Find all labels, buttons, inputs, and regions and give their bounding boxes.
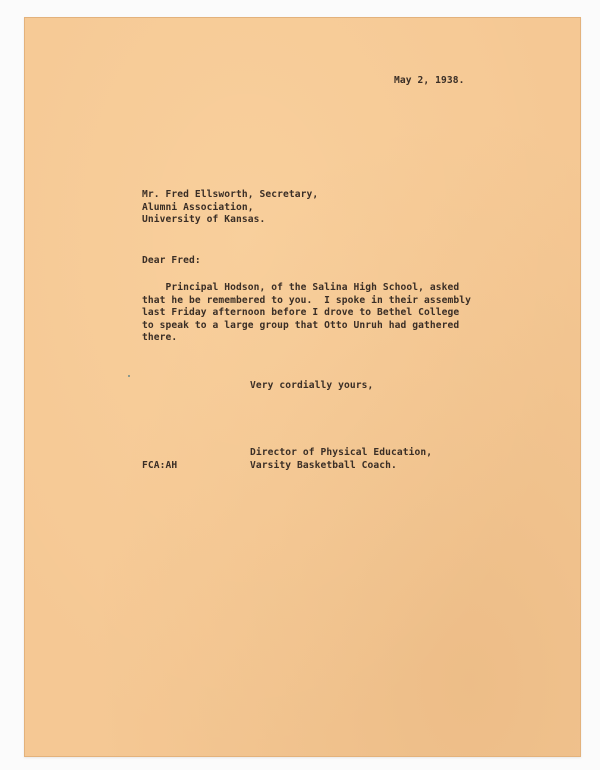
recipient-line: Alumni Association,	[142, 201, 254, 213]
body-line: last Friday afternoon before I drove to Bethel College	[142, 307, 460, 319]
signature-block	[250, 447, 432, 472]
recipient-line: University of Kansas.	[142, 214, 266, 226]
letter-date: May 2, 1938.	[394, 75, 465, 86]
signature-line: Director of Physical Education,	[250, 447, 433, 458]
salutation: Dear Fred:	[142, 255, 201, 266]
body-line: that he be remembered to you. I spoke in their assembly	[142, 294, 472, 306]
letter-body	[142, 282, 471, 345]
recipient-line: Mr. Fred Ellsworth, Secretary,	[142, 189, 319, 200]
recipient-address	[142, 189, 318, 227]
complimentary-closing: Very cordially yours,	[250, 380, 374, 391]
body-line: there.	[142, 332, 178, 344]
body-line: Principal Hodson, of the Salina High School, asked	[142, 282, 460, 293]
signature-line: Varsity Basketball Coach.	[250, 459, 397, 471]
paper-speck	[128, 375, 130, 377]
body-line: to speak to a large group that Otto Unruh had gathered	[142, 319, 460, 331]
reference-initials: FCA:AH	[142, 460, 178, 471]
